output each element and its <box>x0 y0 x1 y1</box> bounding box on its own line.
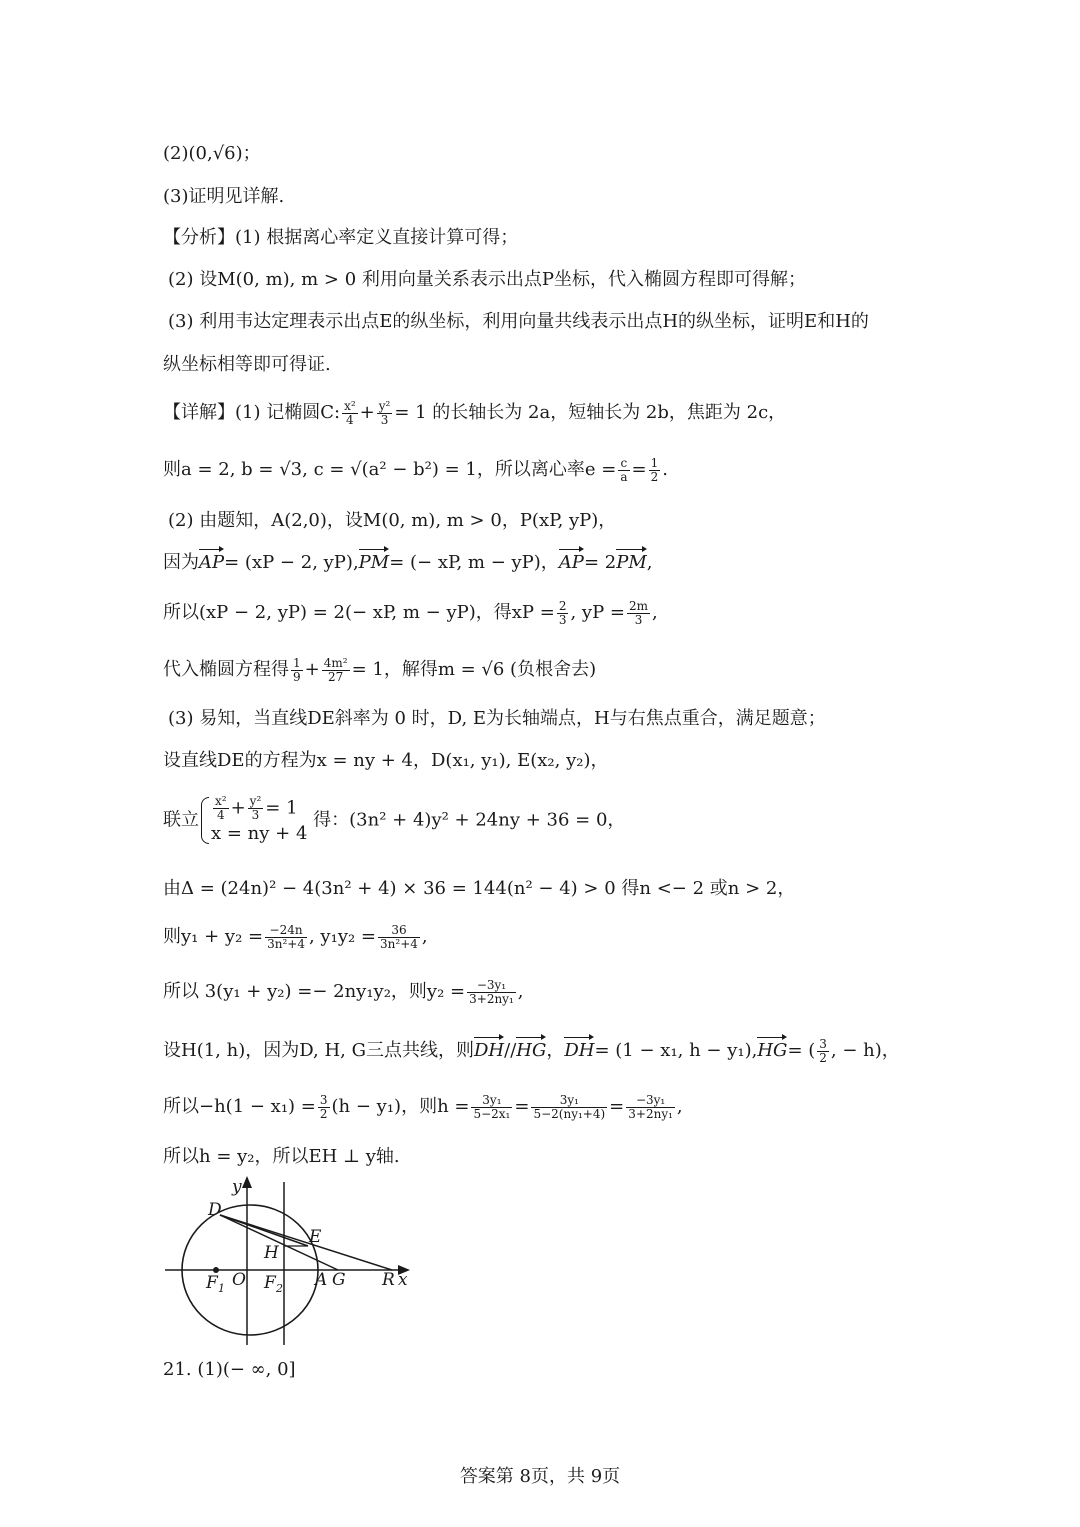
fraction: $\frac{\text{−3y₁}}{\text{3+2ny₁}}$ <box>469 977 514 1006</box>
vector-HG: HG <box>516 1036 546 1066</box>
text: , <box>676 1096 683 1117</box>
fraction: $\frac{\text{−3y₁}}{\text{3+2ny₁}}$ <box>628 1092 673 1121</box>
answer-3: (3)证明见详解. <box>163 186 285 207</box>
detail-2: (2) 由题知，A(2,0)，设M(0, m), m > 0，P(xP, yP)， <box>168 510 617 531</box>
text: 所以 3(y₁ + y₂) =− 2ny₁y₂，则y₂ = <box>163 981 466 1002</box>
text: 所以−h(1 − x₁) = <box>163 1096 316 1117</box>
detail-2-result: 代入椭圆方程得 $\frac{1}{9}$ + $\frac{\text{4m²}}{27}$ = 1，解得m = √6 (负根舍去) <box>163 655 597 684</box>
analysis-3: (3) 利用韦达定理表示出点E的纵坐标，利用向量共线表示出点H的纵坐标，证明E和H的 <box>168 311 869 332</box>
fraction: $\frac{1}{9}$ <box>293 655 301 684</box>
question-21-answer: 21. (1)(− ∞, 0] <box>163 1359 296 1380</box>
detail-3-system <box>163 795 625 846</box>
detail-3-y2 <box>163 977 524 1007</box>
answer-2: (2)(0,√6)； <box>163 143 261 164</box>
text: 联立 <box>163 809 199 831</box>
fraction: $\frac{1}{2}$ <box>650 455 659 484</box>
line-DE <box>220 1215 308 1246</box>
fraction: $\frac{\text{y²}}{3}$ <box>378 398 391 427</box>
vector-PM: PM <box>359 548 390 578</box>
text: 则a = 2, b = √3, c = √(a² − b²) = 1，所以离心率e = <box>163 459 617 480</box>
text: , <box>517 981 524 1002</box>
detail-2-vectors <box>163 548 652 578</box>
text: 【详解】(1) 记椭圆C: <box>163 402 341 423</box>
analysis-header: 【分析】(1) 根据离心率定义直接计算可得； <box>163 227 519 248</box>
text: , <box>646 552 653 573</box>
detail-3-delta: 由Δ = (24n)² − 4(3n² + 4) × 36 = 144(n² − 4) > 0 得n <− 2 或n > 2， <box>163 878 796 899</box>
label-G: G <box>332 1270 346 1290</box>
text: . <box>662 459 668 480</box>
analysis-3-cont: 纵坐标相等即可得证. <box>163 354 331 375</box>
text: = <box>631 459 647 480</box>
analysis-2: (2) 设M(0, m), m > 0 利用向量关系表示出点P坐标，代入椭圆方程即可得解； <box>168 269 806 290</box>
text: , yP = <box>570 602 626 623</box>
text: ， <box>546 1040 565 1061</box>
vector-PM: PM <box>616 548 647 578</box>
detail-3-collinear <box>163 1036 900 1066</box>
fraction: $\frac{3}{2}$ <box>319 1092 328 1121</box>
detail-3-line: 设直线DE的方程为x = ny + 4，D(x₁, y₁), E(x₂, y₂)， <box>163 750 609 771</box>
fraction: $\frac{\text{4m²}}{27}$ <box>323 655 348 684</box>
text: 代入椭圆方程得 <box>163 659 289 680</box>
fraction: $\frac{3}{2}$ <box>819 1036 827 1065</box>
vector-HG: HG <box>757 1036 787 1066</box>
vector-DH: DH <box>564 1036 594 1066</box>
text: 因为 <box>163 552 199 573</box>
label-F2: F <box>264 1273 276 1293</box>
label-O: O <box>232 1270 246 1290</box>
y-axis-arrow <box>242 1176 252 1188</box>
label-E: E <box>309 1227 322 1247</box>
label-R: R <box>382 1270 395 1290</box>
label-D: D <box>208 1200 222 1220</box>
text: = (xP − 2, yP), <box>224 552 359 573</box>
text: = 2 <box>583 552 617 573</box>
text: , <box>421 926 428 947</box>
detail-2-solve <box>163 598 658 628</box>
text: 所以(xP − 2, yP) = 2(− xP, m − yP)，得xP = <box>163 602 555 623</box>
vector-AP: AP <box>559 548 584 578</box>
fraction: $\frac{2m}{3}$ <box>629 598 649 627</box>
fraction: $\frac{2}{3}$ <box>558 598 567 627</box>
text: 则y₁ + y₂ = <box>163 926 264 947</box>
label-F2-sub: 2 <box>276 1282 283 1295</box>
fraction: $\frac{c}{a}$ <box>620 455 628 484</box>
detail-3-h: 所以−h(1 − x₁) = $\frac{3}{2}$ (h − y₁)，则h = $\frac{\text{3y₁}}{\text{5−2x₁}}$ = $\frac{\text{3y₁}}{\text{5−2(ny₁+4)}}$ = $\frac{\text{−3y₁}}{\text{3+2ny₁}}$ , <box>163 1092 683 1121</box>
detail-1-calc <box>163 455 668 485</box>
text: , <box>652 602 658 623</box>
text: (h − y₁)，则h = <box>331 1096 470 1117</box>
detail-3-vieta <box>163 922 428 952</box>
text: 得：(3n² + 4)y² + 24ny + 36 = 0， <box>313 809 626 831</box>
text: // <box>504 1040 517 1061</box>
detail-3: (3) 易知，当直线DE斜率为 0 时，D, E为长轴端点，H与右焦点重合，满足题意； <box>168 708 826 729</box>
label-F1-sub: 1 <box>218 1282 225 1295</box>
detail-3-conclusion: 所以h = y₂，所以EH ⊥ y轴. <box>163 1146 400 1167</box>
label-H: H <box>264 1243 279 1263</box>
line-DR <box>220 1215 392 1270</box>
text: 设H(1, h)，因为D, H, G三点共线，则 <box>163 1040 474 1061</box>
text: = (1 − x₁, h − y₁), <box>594 1040 758 1061</box>
text: = 1 的长轴长为 2a，短轴长为 2b，焦距为 2c， <box>394 402 787 423</box>
text: , − h)， <box>830 1040 900 1061</box>
page-footer: 答案第 8页，共 9页 <box>459 1466 621 1487</box>
fraction: $\frac{\text{3y₁}}{\text{5−2(ny₁+4)}}$ <box>533 1092 606 1121</box>
label-x: x <box>398 1270 408 1290</box>
ellipse-figure <box>160 1170 420 1350</box>
label-A: A <box>315 1270 328 1290</box>
fraction: $\frac{-24n}{\text{3n²+4}}$ <box>267 922 305 951</box>
detail-1: 【详解】(1) 记椭圆C: $\frac{\text{x²}}{4}$ + $\frac{\text{y²}}{3}$ = 1 的长轴长为 2a，短轴长为 2b，焦距为 2c， <box>163 398 787 427</box>
label-F1: F <box>206 1273 218 1293</box>
vector-DH: DH <box>474 1036 504 1066</box>
text: = ( <box>787 1040 816 1061</box>
fraction: $\frac{\text{x²}}{4}$ <box>344 398 356 427</box>
vector-AP: AP <box>199 548 224 578</box>
fraction: $\frac{\text{3y₁}}{\text{5−2x₁}}$ <box>473 1092 511 1121</box>
text: = (− xP, m − yP)， <box>389 552 559 573</box>
text: , y₁y₂ = <box>308 926 377 947</box>
fraction: $\frac{36}{\text{3n²+4}}$ <box>380 922 418 951</box>
equation-system: $\frac{\text{x²}}{4}$ + $\frac{\text{y²}}{3}$ = 1 x = ny + 4 <box>199 795 307 846</box>
label-y: y <box>232 1177 242 1197</box>
text: = 1，解得m = √6 (负根舍去) <box>351 659 597 680</box>
